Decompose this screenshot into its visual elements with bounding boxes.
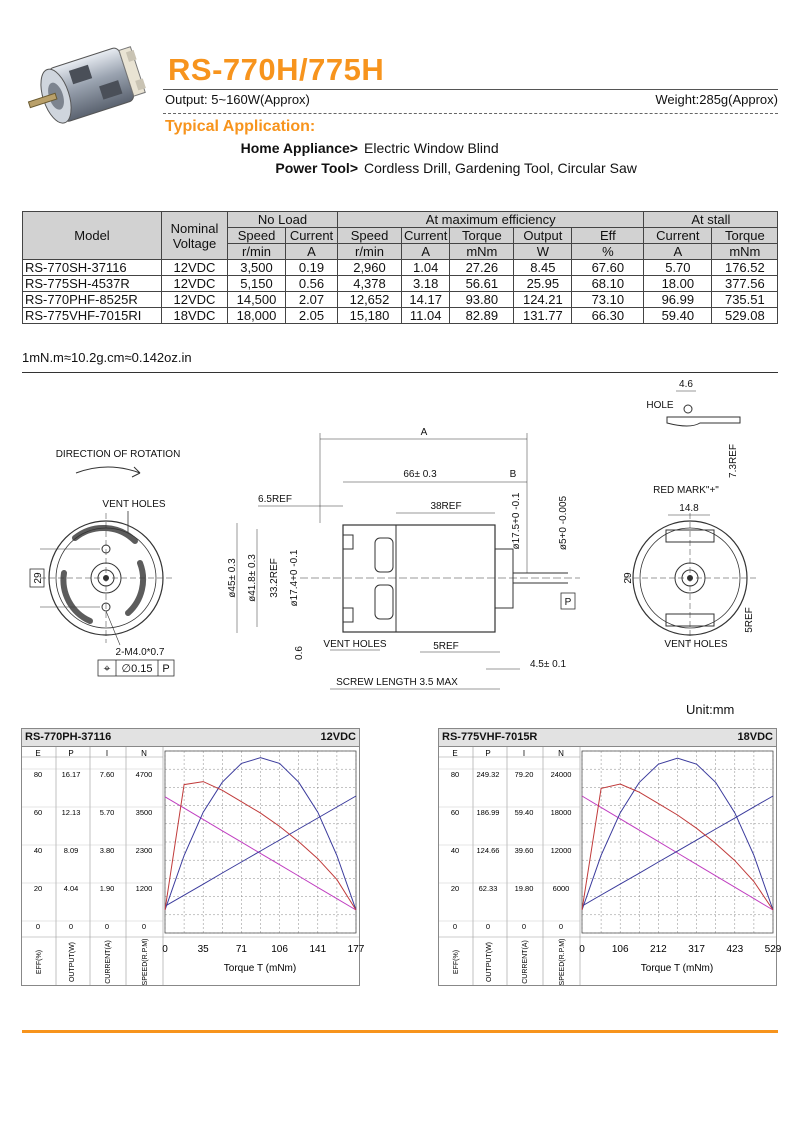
dim-a: A [420,427,428,438]
side-label: CURRENT(A) [522,940,529,984]
scale-value: 3500 [135,808,153,817]
th-torque: Torque [712,228,778,244]
dim-4-5: 4.5± 0.1 [529,659,567,670]
page-title: RS-770H/775H [168,52,385,87]
table-cell-me-speed: 15,180 [338,308,402,324]
table-cell-nl-speed: 18,000 [228,308,286,324]
chart-panel-2 [438,728,782,986]
dashed-rule [163,113,778,114]
side-label: CURRENT(A) [105,940,112,984]
table-cell-model: RS-775SH-4537R [23,276,162,292]
table-cell-me-eff: 73.10 [572,292,644,308]
column-head: E [452,749,458,758]
footer-rule [22,1030,778,1033]
table-cell-me-output: 8.45 [514,260,572,276]
scale-value: 80 [33,770,43,779]
x-tick-label: 212 [650,944,667,955]
unit-cell: A [644,244,712,260]
side-label: EFF(%) [36,949,43,975]
x-tick-label: 177 [347,944,365,955]
table-cell-st-torque: 176.52 [712,260,778,276]
table-cell-nl-current: 2.05 [286,308,338,324]
chart-model: RS-770PH-37116 [25,731,112,743]
scale-value: 124.66 [476,846,500,855]
series-line-speed-r-p-m- [165,797,356,910]
dimension-drawing [0,373,800,700]
screw-hole-label: 2-M4.0*0.7 [115,647,165,658]
scale-value: 5.70 [99,808,115,817]
table-cell-voltage: 18VDC [162,308,228,324]
scale-value: 60 [33,808,43,817]
dim-17-5: ø17.5+0 -0.1 [511,492,522,550]
dim-17-4: ø17.4+0 -0.1 [289,549,300,607]
hole-label: HOLE [646,400,674,411]
table-cell-me-eff: 67.60 [572,260,644,276]
th-speed: Speed [338,228,402,244]
dim-41-8: ø41.8± 0.3 [247,554,258,602]
table-cell-nl-current: 0.19 [286,260,338,276]
table-cell-st-torque: 529.08 [712,308,778,324]
dim-5ref: 5REF [433,641,459,652]
x-tick-label: 423 [726,944,744,955]
datum-p-label: P [162,663,170,675]
th-eff: Eff [572,228,644,244]
typical-application-heading: Typical Application: [165,118,316,135]
application-row [241,140,358,156]
table-row [23,292,778,308]
motor-photo [18,36,158,146]
table-cell-nl-current: 2.07 [286,292,338,308]
th-stall: At stall [644,212,778,228]
unit-cell: W [514,244,572,260]
scale-value: 7.60 [99,770,115,779]
table-cell-nl-speed: 14,500 [228,292,286,308]
rotation-arrow-icon [76,467,140,477]
table-cell-voltage: 12VDC [162,292,228,308]
dim-b: B [509,469,517,480]
x-tick-label: 106 [611,944,629,955]
dim-4-6: 4.6 [679,379,693,390]
spec-table [22,211,778,324]
application-items: Electric Window Blind [364,140,499,156]
side-label: EFF(%) [453,949,460,975]
application-row [275,160,358,176]
table-cell-me-current: 14.17 [402,292,450,308]
column-head: P [68,749,74,758]
table-cell-voltage: 12VDC [162,260,228,276]
table-cell-me-speed: 12,652 [338,292,402,308]
table-row [23,308,778,324]
column-head: N [558,749,564,758]
column-head: P [485,749,491,758]
table-cell-me-output: 25.95 [514,276,572,292]
table-cell-me-eff: 68.10 [572,276,644,292]
th-speed: Speed [228,228,286,244]
th-current: Current [286,228,338,244]
dim-0-6: 0.6 [294,646,305,660]
dim-6-5ref: 6.5REF [258,494,292,505]
x-tick-label: 0 [579,944,585,955]
scale-value: 20 [33,884,43,893]
dim-29-right: 29 [623,572,634,584]
table-cell-me-current: 11.04 [402,308,450,324]
spec-table-body [23,260,778,324]
scale-value: 4.04 [63,884,79,893]
th-no-load: No Load [228,212,338,228]
dim-7-3ref: 7.3REF [728,444,739,478]
chart-panel-1 [21,728,365,986]
table-cell-me-speed: 2,960 [338,260,402,276]
scale-value: 16.17 [61,770,81,779]
unit-cell: mNm [712,244,778,260]
table-cell-me-eff: 66.30 [572,308,644,324]
scale-value: 0 [35,922,41,931]
motor-body-side [343,525,495,632]
scale-value: 24000 [550,770,572,779]
unit-cell: % [572,244,644,260]
unit-cell: A [286,244,338,260]
datum-p-side: P [564,597,572,608]
table-cell-me-torque: 56.61 [450,276,514,292]
scale-value: 0 [68,922,74,931]
scale-value: 0 [141,922,147,931]
dim-5: ø5+0 -0.005 [558,495,569,551]
scale-value: 8.09 [63,846,79,855]
scale-value: 79.20 [514,770,534,779]
scale-value: 0 [485,922,491,931]
scale-value: 249.32 [476,770,500,779]
chart-model: RS-775VHF-7015R [442,731,538,743]
table-cell-nl-current: 0.56 [286,276,338,292]
th-model: Model [23,212,162,260]
chart-header [439,729,776,747]
chart-voltage: 12VDC [320,731,356,743]
dim-38ref: 38REF [430,501,462,512]
title-rule [163,89,778,90]
table-cell-me-output: 124.21 [514,292,572,308]
th-nominal-voltage: Nominal Voltage [162,212,228,260]
table-cell-me-torque: 27.26 [450,260,514,276]
table-cell-me-current: 1.04 [402,260,450,276]
x-tick-label: 35 [197,944,209,955]
scale-value: 0 [521,922,527,931]
dim-66: 66± 0.3 [403,469,437,480]
scale-value: 18000 [550,808,572,817]
table-cell-nl-speed: 3,500 [228,260,286,276]
table-cell-me-torque: 93.80 [450,292,514,308]
unit-cell: mNm [450,244,514,260]
performance-chart [439,747,782,986]
scale-value: 60 [450,808,460,817]
unit-cell: A [402,244,450,260]
table-cell-me-speed: 4,378 [338,276,402,292]
table-cell-me-output: 131.77 [514,308,572,324]
th-output: Output [514,228,572,244]
table-cell-me-current: 3.18 [402,276,450,292]
scale-value: 59.40 [514,808,534,817]
table-cell-st-torque: 735.51 [712,292,778,308]
scale-value: 6000 [552,884,570,893]
terminal-tab [667,417,740,426]
performance-chart [22,747,365,986]
x-tick-label: 141 [309,944,327,955]
table-row [23,276,778,292]
x-axis-label: Torque T (mNm) [223,963,297,974]
scale-value: 1.90 [99,884,115,893]
th-current: Current [644,228,712,244]
table-cell-voltage: 12VDC [162,276,228,292]
unit-cell: r/min [338,244,402,260]
scale-value: 40 [450,846,460,855]
scale-value: 62.33 [478,884,498,893]
scale-value: 80 [450,770,460,779]
table-cell-st-current: 18.00 [644,276,712,292]
red-mark-label: RED MARK"+" [653,485,719,496]
position-tolerance-icon: ⌖ [103,661,111,675]
column-head: I [522,749,526,758]
x-tick-label: 0 [162,944,168,955]
table-cell-nl-speed: 5,150 [228,276,286,292]
vent-holes-side: VENT HOLES [323,639,387,650]
scale-value: 39.60 [514,846,534,855]
side-label: OUTPUT(W) [69,941,76,983]
table-cell-model: RS-770SH-37116 [23,260,162,276]
table-cell-me-torque: 82.89 [450,308,514,324]
th-torque: Torque [450,228,514,244]
weight-spec: Weight:285g(Approx) [655,92,778,107]
dim-5ref-right: 5REF [744,607,755,633]
table-cell-model: RS-770PHF-8525R [23,292,162,308]
scale-value: 40 [33,846,43,855]
x-axis-label: Torque T (mNm) [640,963,714,974]
output-spec: Output: 5~160W(Approx) [165,92,310,107]
dim-33-2ref: 33.2REF [269,558,280,598]
chart-header [22,729,359,747]
table-cell-model: RS-775VHF-7015RI [23,308,162,324]
scale-value: 3.80 [99,846,115,855]
dim-14-8: 14.8 [679,503,699,514]
table-row [23,260,778,276]
unit-label: Unit:mm [686,702,735,717]
table-cell-st-torque: 377.56 [712,276,778,292]
scale-value: 0 [452,922,458,931]
dim-29-left: 29 [33,572,44,584]
th-max-efficiency: At maximum efficiency [338,212,644,228]
scale-value: 20 [450,884,460,893]
x-tick-label: 317 [688,944,705,955]
dim-45: ø45± 0.3 [227,558,238,598]
th-current: Current [402,228,450,244]
chart-voltage: 18VDC [737,731,773,743]
table-cell-st-current: 59.40 [644,308,712,324]
table-cell-st-current: 5.70 [644,260,712,276]
scale-value: 2300 [135,846,153,855]
scale-value: 0 [104,922,110,931]
table-cell-st-current: 96.99 [644,292,712,308]
scale-value: 12.13 [61,808,81,817]
scale-value: 1200 [135,884,153,893]
direction-label: DIRECTION OF ROTATION [55,449,181,460]
side-label: SPEED(R.P.M) [142,938,149,986]
application-category: Power Tool> [275,160,358,176]
tolerance-value: ∅0.15 [121,663,153,675]
scale-value: 186.99 [476,808,500,817]
x-tick-label: 71 [235,944,247,955]
vent-holes-label: VENT HOLES [102,499,166,510]
scale-value: 12000 [550,846,572,855]
column-head: N [141,749,147,758]
vent-holes-right: VENT HOLES [664,639,728,650]
side-label: OUTPUT(W) [486,941,493,983]
side-label: SPEED(R.P.M) [559,938,566,986]
screw-length-label: SCREW LENGTH 3.5 MAX [336,677,458,688]
scale-value: 19.80 [514,884,534,893]
scale-value: 4700 [135,770,153,779]
conversion-note: 1mN.m≈10.2g.cm≈0.142oz.in [22,350,192,365]
x-tick-label: 529 [764,944,782,955]
column-head: I [105,749,109,758]
scale-value: 0 [558,922,564,931]
column-head: E [35,749,41,758]
x-tick-label: 106 [271,944,288,955]
application-category: Home Appliance> [240,140,358,156]
application-items: Cordless Drill, Gardening Tool, Circular Saw [364,160,637,176]
unit-cell: r/min [228,244,286,260]
